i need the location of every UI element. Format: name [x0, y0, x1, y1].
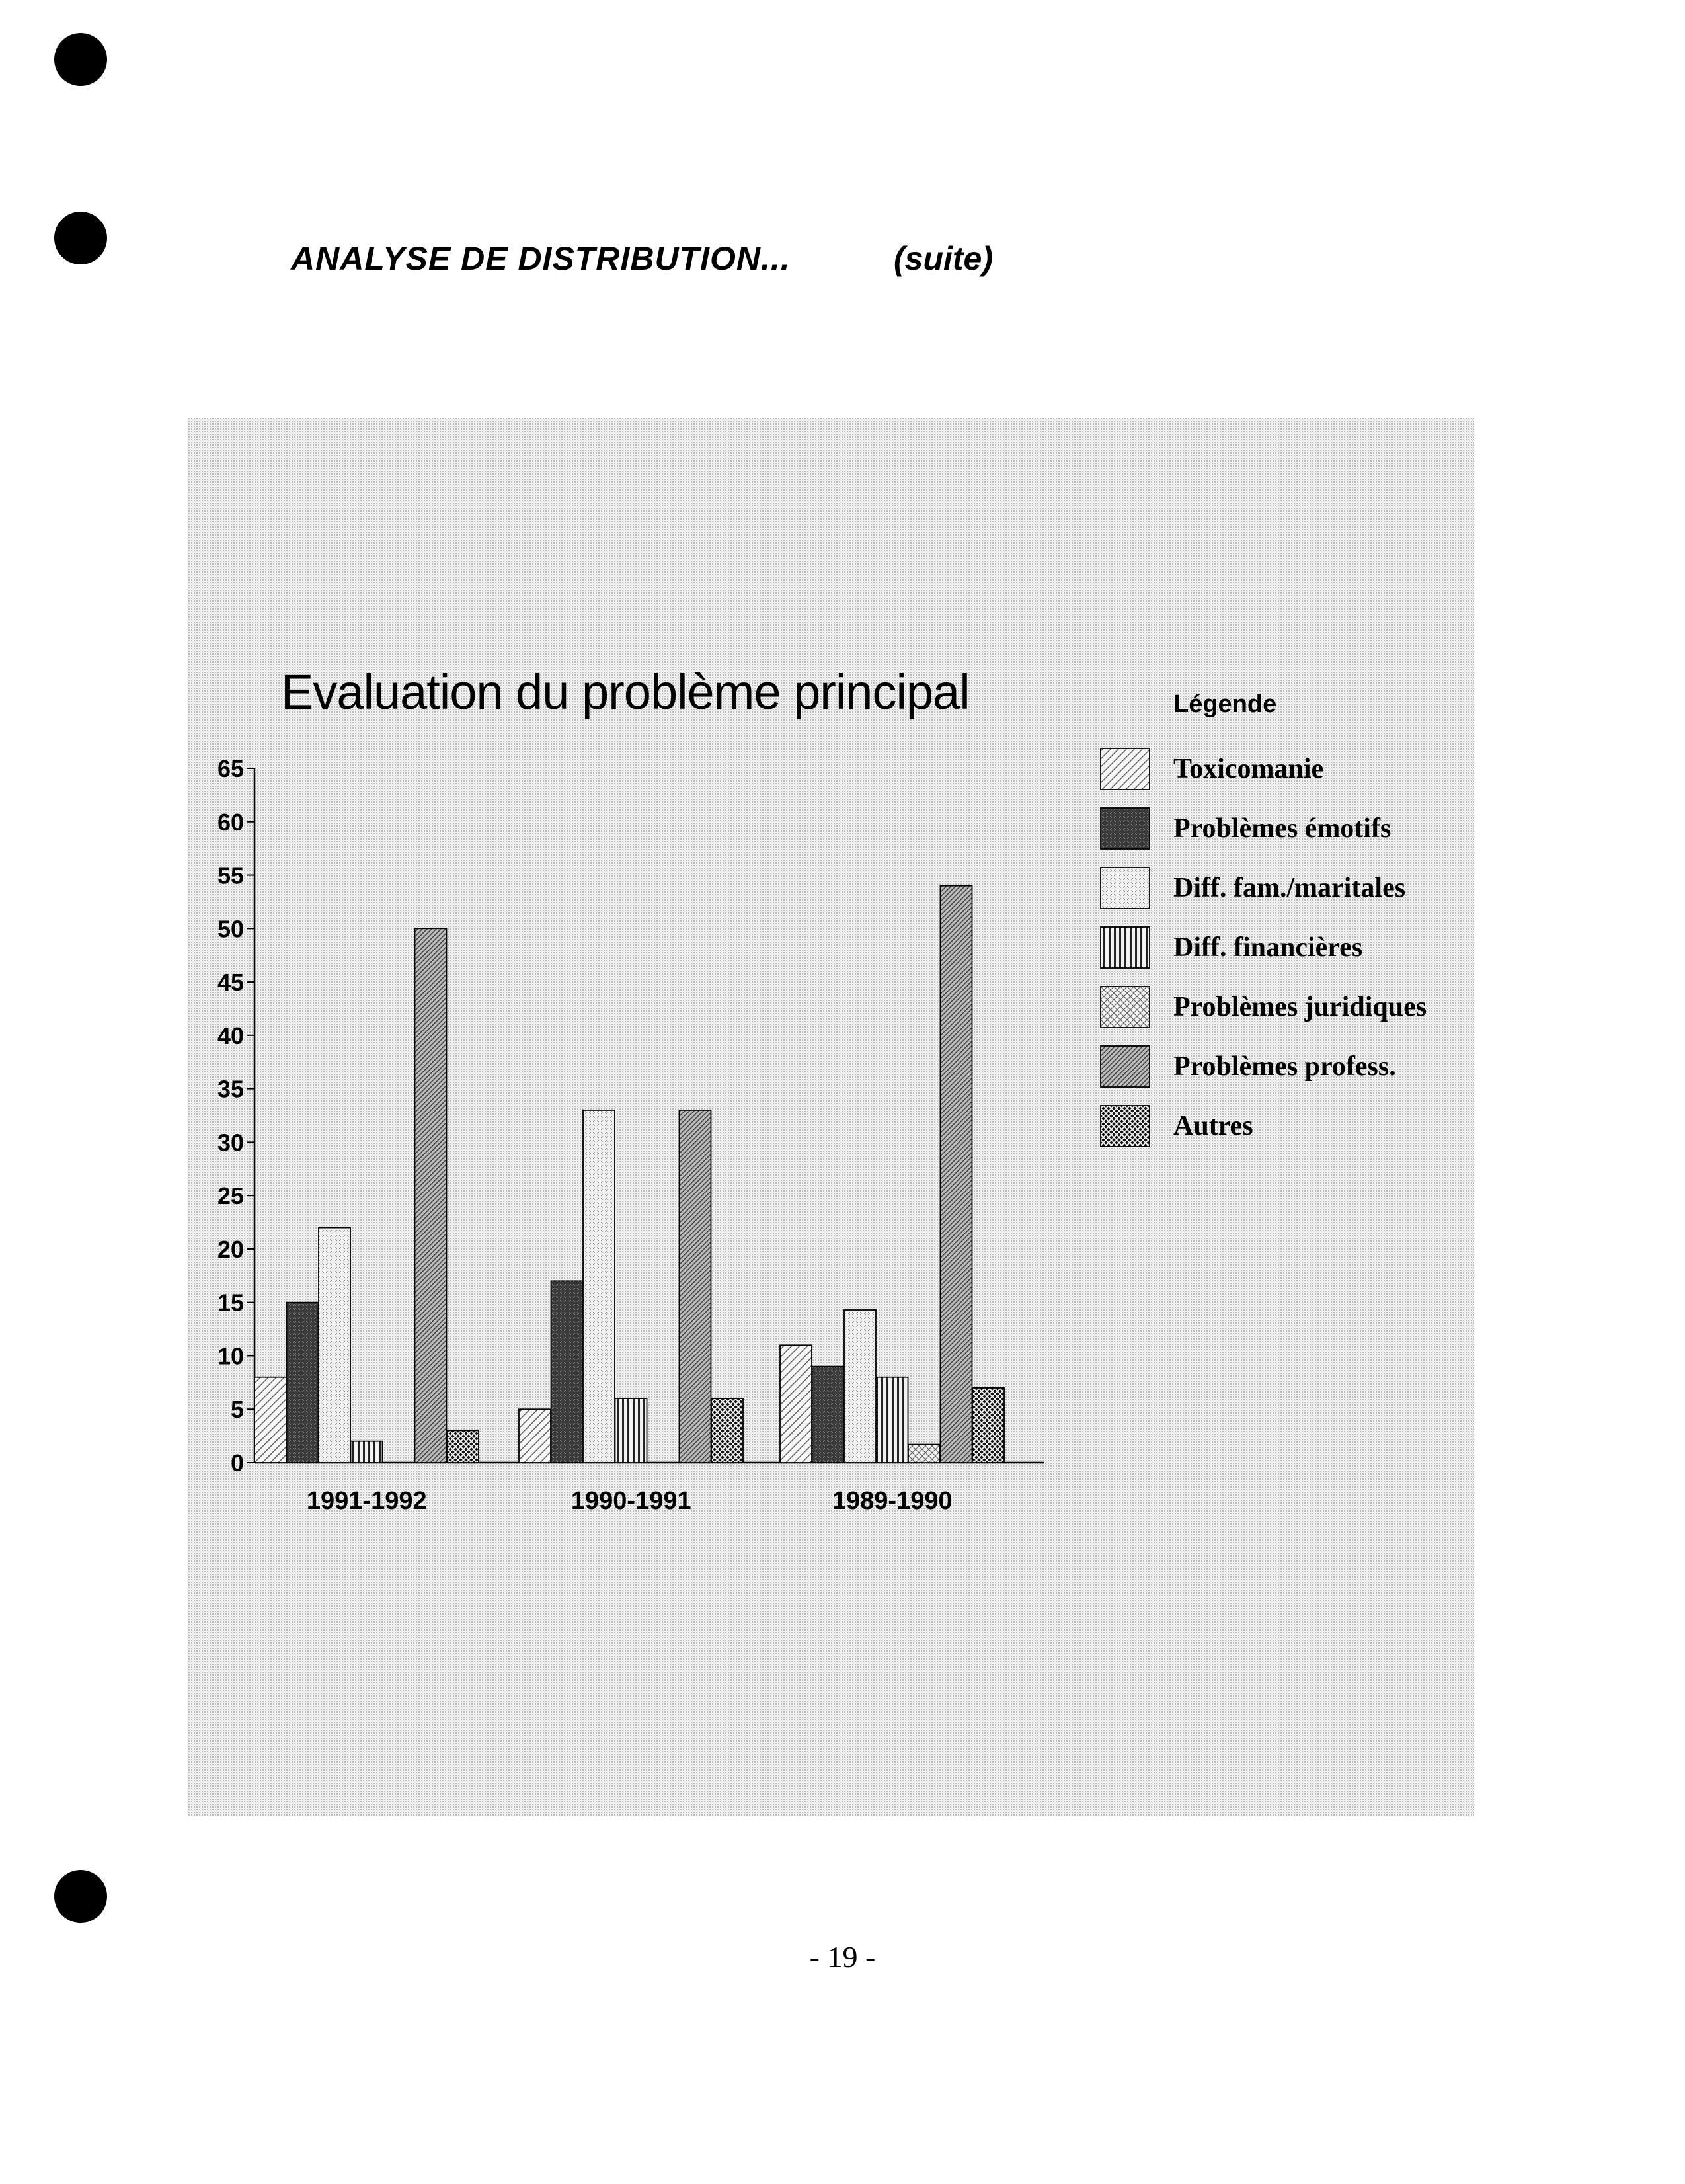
legend-label: Problèmes émotifs	[1173, 813, 1391, 844]
bar	[447, 1431, 479, 1463]
legend-swatch	[1101, 987, 1150, 1028]
legend-label: Toxicomanie	[1173, 754, 1324, 784]
bar	[711, 1398, 743, 1463]
x-tick-label: 1990-1991	[570, 1487, 691, 1515]
bar	[519, 1409, 551, 1463]
y-tick-label: 35	[217, 1075, 244, 1103]
legend-swatch	[1101, 808, 1150, 849]
bar	[415, 928, 447, 1463]
legend-swatch	[1101, 927, 1150, 968]
chart-title: Evaluation du problème principal	[281, 665, 970, 719]
bar	[255, 1377, 286, 1463]
bar	[319, 1228, 350, 1463]
y-tick-label: 50	[217, 915, 244, 943]
x-tick-label: 1989-1990	[832, 1487, 953, 1515]
bar	[844, 1310, 876, 1463]
legend-label: Diff. fam./maritales	[1173, 873, 1406, 903]
section-title-suite: (suite)	[894, 240, 993, 277]
y-tick-label: 5	[230, 1396, 244, 1424]
legend-label: Diff. financières	[1173, 932, 1363, 963]
bar	[287, 1303, 319, 1463]
legend-swatch	[1101, 1106, 1150, 1147]
y-tick-label: 60	[217, 808, 244, 836]
bar	[351, 1441, 383, 1463]
y-tick-label: 15	[217, 1289, 244, 1316]
x-tick-label: 1991-1992	[306, 1487, 427, 1515]
legend-label: Problèmes juridiques	[1173, 992, 1427, 1022]
binder-hole-top	[54, 33, 107, 86]
legend-label: Autres	[1173, 1111, 1253, 1141]
legend-title: Légende	[1173, 690, 1277, 718]
y-tick-label: 20	[217, 1235, 244, 1263]
chart-panel	[188, 418, 1474, 1816]
section-title: ANALYSE DE DISTRIBUTION...	[291, 240, 791, 277]
binder-hole-bottom	[54, 1870, 107, 1923]
bar-chart	[188, 418, 1474, 1816]
y-tick-label: 45	[217, 969, 244, 996]
bar	[583, 1110, 615, 1463]
y-tick-label: 40	[217, 1022, 244, 1049]
bar	[551, 1281, 583, 1463]
binder-hole-middle	[54, 212, 107, 264]
legend-swatch	[1101, 748, 1150, 789]
chart-background	[188, 418, 1474, 1816]
legend-label: Problèmes profess.	[1173, 1051, 1396, 1082]
y-tick-label: 10	[217, 1342, 244, 1370]
bar	[812, 1367, 844, 1463]
y-tick-label: 25	[217, 1182, 244, 1210]
y-tick-label: 65	[217, 755, 244, 782]
y-tick-label: 30	[217, 1129, 244, 1156]
bar	[941, 886, 972, 1463]
bar	[908, 1445, 940, 1463]
bar	[972, 1388, 1004, 1463]
legend-swatch	[1101, 1046, 1150, 1087]
bar	[615, 1398, 647, 1463]
bar	[780, 1345, 812, 1463]
bar	[680, 1110, 711, 1463]
y-tick-label: 0	[230, 1449, 244, 1476]
y-tick-label: 55	[217, 862, 244, 889]
bar	[877, 1377, 908, 1463]
legend-swatch	[1101, 868, 1150, 909]
page-number: - 19 -	[809, 1940, 876, 1974]
